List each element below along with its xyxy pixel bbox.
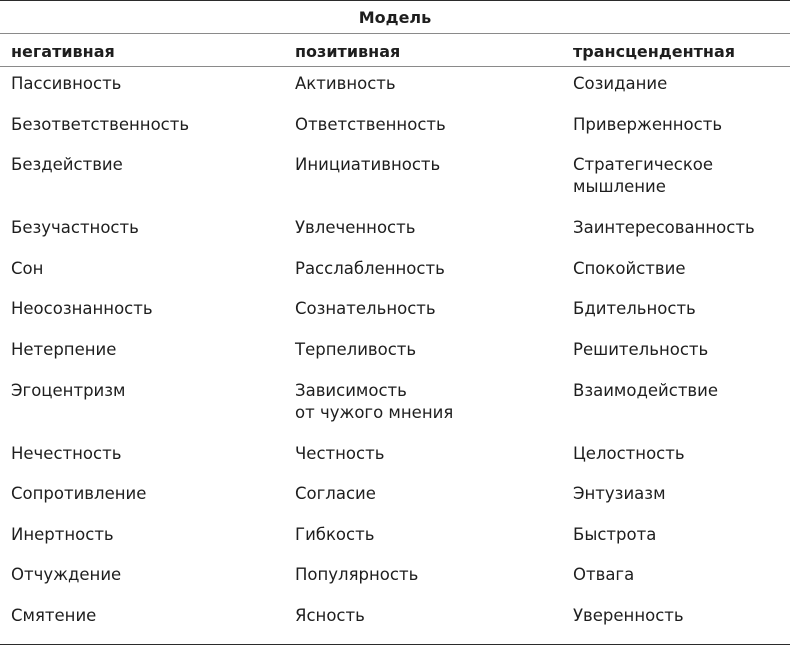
cell-negative: Нетерпение — [11, 339, 117, 359]
cell-transcendent: Решительность — [573, 339, 709, 359]
cell-negative: Смятение — [11, 605, 97, 625]
table-row — [0, 152, 790, 215]
cell-positive: Зависимость от чужого мнения — [295, 380, 454, 422]
cell-transcendent: Быстрота — [573, 524, 657, 544]
table-row — [0, 256, 790, 297]
cell-negative: Неосознанность — [11, 299, 153, 319]
table-row — [0, 112, 790, 153]
cell-positive: Гибкость — [295, 524, 375, 544]
table-row — [0, 337, 790, 378]
cell-transcendent: Энтузиазм — [573, 484, 666, 504]
cell-transcendent: Спокойствие — [573, 258, 686, 278]
cell-transcendent: Бдительность — [573, 299, 696, 319]
table-row — [0, 71, 790, 112]
table-row — [0, 378, 790, 441]
table-title: Модель — [0, 0, 790, 34]
cell-transcendent: Стратегическое мышление — [573, 155, 714, 197]
cell-transcendent: Отвага — [573, 565, 635, 585]
table-row — [0, 215, 790, 256]
cell-positive: Ответственность — [295, 114, 446, 134]
cell-positive: Увлеченность — [295, 218, 416, 238]
cell-transcendent: Созидание — [573, 74, 668, 93]
cell-transcendent: Заинтересованность — [573, 218, 755, 238]
cell-positive: Сознательность — [295, 299, 436, 319]
column-header-transcendent: трансцендентная — [573, 42, 736, 61]
cell-negative: Сопротивление — [11, 484, 147, 504]
cell-positive: Согласие — [295, 484, 376, 504]
table-row — [0, 296, 790, 337]
column-header-row — [0, 34, 790, 67]
cell-transcendent: Целостность — [573, 443, 685, 463]
cell-transcendent: Взаимодействие — [573, 380, 719, 400]
cell-positive: Расслабленность — [295, 258, 445, 278]
cell-negative: Безответственность — [11, 114, 190, 134]
cell-negative: Бездействие — [11, 155, 123, 175]
cell-negative: Пассивность — [11, 74, 122, 93]
table-body — [0, 67, 790, 644]
cell-transcendent: Уверенность — [573, 605, 684, 625]
cell-positive: Честность — [295, 443, 385, 463]
cell-positive: Терпеливость — [295, 339, 417, 359]
cell-transcendent: Приверженность — [573, 114, 723, 134]
cell-positive: Ясность — [295, 605, 365, 625]
table-row — [0, 603, 790, 644]
table-row — [0, 522, 790, 563]
column-header-positive: позитивная — [295, 42, 401, 61]
cell-positive: Активность — [295, 74, 396, 93]
table-row — [0, 441, 790, 482]
table-row — [0, 562, 790, 603]
table-bottom-rule — [0, 644, 790, 645]
cell-negative: Эгоцентризм — [11, 380, 126, 400]
cell-negative: Безучастность — [11, 218, 139, 238]
cell-positive: Инициативность — [295, 155, 441, 175]
cell-negative: Нечестность — [11, 443, 122, 463]
column-header-negative: негативная — [11, 42, 115, 61]
cell-positive: Популярность — [295, 565, 419, 585]
cell-negative: Инертность — [11, 524, 114, 544]
cell-negative: Отчуждение — [11, 565, 122, 585]
cell-negative: Сон — [11, 258, 44, 278]
table-row — [0, 481, 790, 522]
